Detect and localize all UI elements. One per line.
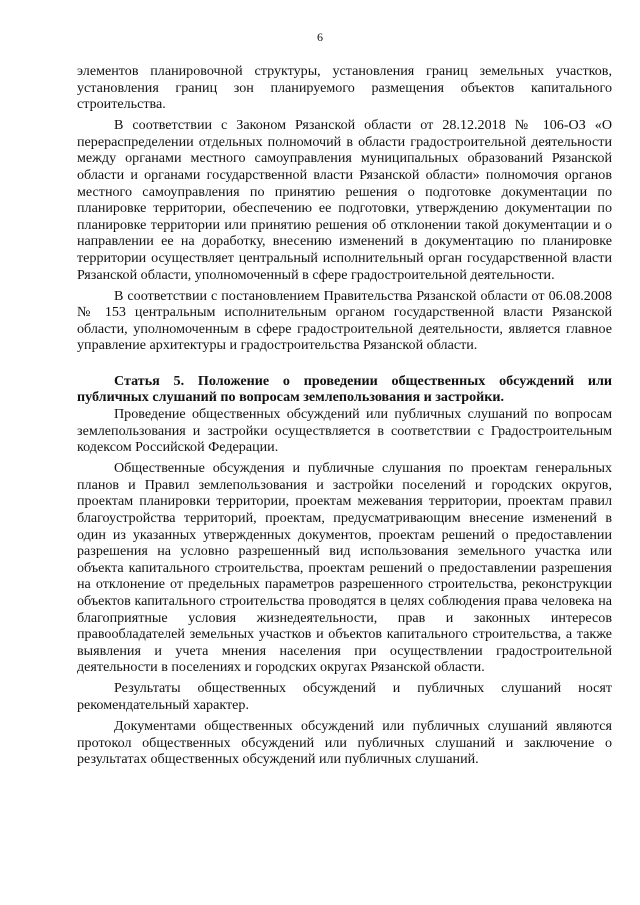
document-body (77, 63, 612, 772)
article-5-paragraph-2: Общественные обсуждения и публичные слушания по проектам генеральных планов и Правил землепользования и застройки поселений и городских округов, проектам планировки территории, проектам межевания территории, проектам правил благоустройства территорий, проектам, предусматривающим внесение изменений в один из указанных утвержденных документов, проектам решений о предоставлении разрешения на условно разрешенный вид использования земельного участка или объекта капитального строительства, проектам решений о предоставлении разрешения на отклонение от предельных параметров разрешенного строительства, реконструкции объектов капитального строительства проводятся в целях соблюдения права человека на благоприятные условия жизнедеятельности, прав и законных интересов правообладателей земельных участков и объектов капитального строительства, а также выявления и учета мнения населения при осуществлении градостроительной деятельности в поселениях и городских округах Рязанской области. (77, 460, 612, 676)
page-number: 6 (317, 30, 323, 44)
article-5-heading: Статья 5. Положение о проведении общественных обсуждений или публичных слушаний по вопросам землепользования и застройки. (77, 372, 612, 406)
continuation-paragraph: элементов планировочной структуры, установления границ земельных участков, установления границ зон планируемого размещения объектов капитального строительства. (77, 63, 612, 113)
paragraph-resolution-2008: В соответствии с постановлением Правительства Рязанской области от 06.08.2008 № 153 центральным исполнительным органом государственной власти Рязанской области, уполномоченным в сфере градостроительной деятельности, является главное управление архитектуры и градостроительства Рязанской области. (77, 287, 612, 354)
article-5-paragraph-4: Документами общественных обсуждений или публичных слушаний являются протокол общественных обсуждений или публичных слушаний и заключение о результатах общественных обсуждений или публичных слушаний. (77, 717, 612, 768)
article-5-paragraph-1: Проведение общественных обсуждений или публичных слушаний по вопросам землепользования и застройки осуществляется в соответствии с Градостроительным кодексом Российской Федерации. (77, 406, 612, 456)
article-5-paragraph-3: Результаты общественных обсуждений и публичных слушаний носят рекомендательный характер. (77, 680, 612, 713)
paragraph-law-2018: В соответствии с Законом Рязанской области от 28.12.2018 № 106-ОЗ «О перераспределении отдельных полномочий в области градостроительной деятельности между органами местного самоуправления муниципальных образований Рязанской области и органами государственной власти Рязанской области» полномочия органов местного самоуправления по принятию решения о подготовке документации по планировке территории, обеспечению ее подготовки, утверждению документации по планировке территории или принятию решения об отклонении такой документации и о направлении ее на доработку, внесению изменений в документацию по планировке территории осуществляет центральный исполнительный орган государственной власти Рязанской области, уполномоченный в сфере градостроительной деятельности. (77, 117, 612, 283)
